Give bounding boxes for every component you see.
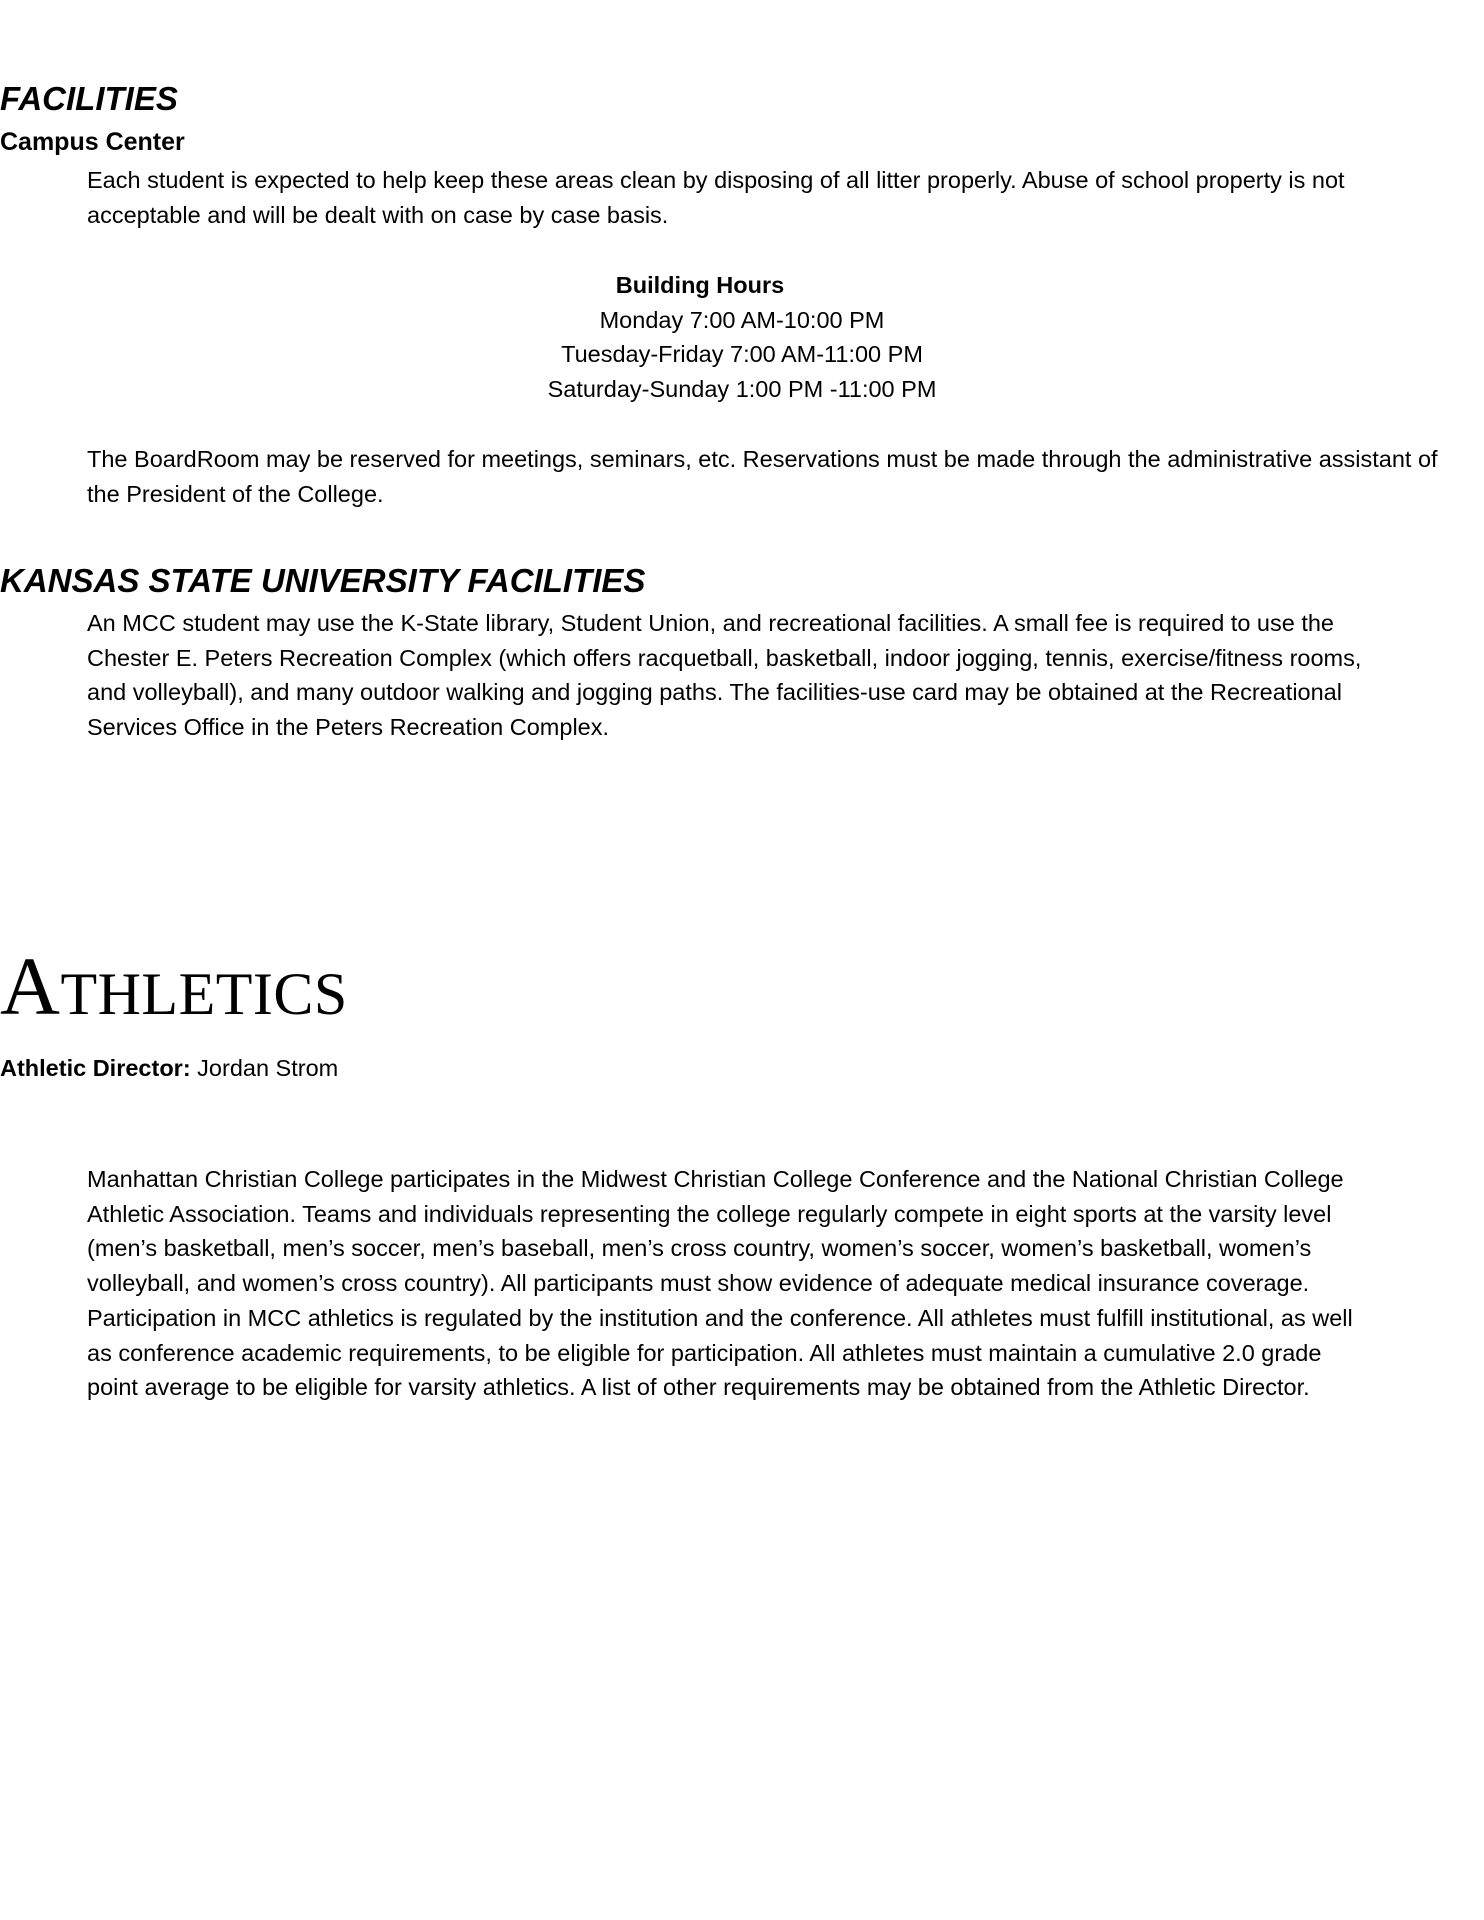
building-hours-title: Building Hours xyxy=(615,272,785,298)
boardroom-paragraph xyxy=(87,442,1484,511)
hours-row-saturday-sunday: Saturday-Sunday 1:00 PM -11:00 PM xyxy=(547,375,937,402)
paragraph-line: Each student is expected to help keep these areas clean by disposing of all litter properly. Abuse of school property is not xyxy=(87,167,1345,193)
paragraph-line: Chester E. Peters Recreation Complex (which offers racquetball, basketball, indoor jogging, tennis, exercise/fitness rooms, xyxy=(87,644,1362,671)
paragraph-line: as conference academic requirements, to be eligible for participation. All athletes must maintain a cumulative 2.0 grade xyxy=(87,1339,1322,1366)
campus-center-paragraph xyxy=(87,163,1484,232)
athletics-heading-initial: A xyxy=(0,940,61,1032)
ksu-facilities-paragraph xyxy=(87,606,1484,745)
paragraph-line: volleyball, and women’s cross country). All participants must show evidence of adequate medical insurance coverage. xyxy=(87,1270,1310,1297)
paragraph-line: Athletic Association. Teams and individuals representing the college regularly compete in eight sports at the varsity level xyxy=(87,1200,1332,1227)
facilities-heading: FACILITIES xyxy=(0,80,178,117)
ksu-facilities-heading: KANSAS STATE UNIVERSITY FACILITIES xyxy=(0,562,646,599)
hours-row-monday: Monday 7:00 AM-10:00 PM xyxy=(599,306,885,333)
athletics-heading-rest: THLETICS xyxy=(60,961,348,1027)
paragraph-line: Services Office in the Peters Recreation Complex. xyxy=(87,714,610,741)
paragraph-line: (men’s basketball, men’s soccer, men’s baseball, men’s cross country, women’s soccer, women’s basketball, women’s xyxy=(87,1235,1312,1262)
athletics-paragraph xyxy=(87,1162,1484,1405)
paragraph-line: the President of the College. xyxy=(87,480,384,507)
campus-center-subheading: Campus Center xyxy=(0,128,185,156)
paragraph-line: Manhattan Christian College participates in the Midwest Christian College Conference and the National Christian College xyxy=(87,1166,1344,1192)
athletic-director-line xyxy=(0,1053,338,1083)
building-hours xyxy=(0,268,1484,406)
athletics-heading xyxy=(0,940,348,1034)
paragraph-line: point average to be eligible for varsity athletics. A list of other requirements may be obtained from the Athletic Director. xyxy=(87,1374,1310,1401)
paragraph-line: An MCC student may use the K-State library, Student Union, and recreational facilities. A small fee is required to use the xyxy=(87,610,1335,636)
athletic-director-name: Jordan Strom xyxy=(190,1055,339,1081)
athletic-director-label: Athletic Director: xyxy=(0,1055,191,1081)
hours-row-tuesday-friday: Tuesday-Friday 7:00 AM-11:00 PM xyxy=(561,341,923,367)
paragraph-line: Participation in MCC athletics is regulated by the institution and the conference. All athletes must fulfill institutional, as well xyxy=(87,1304,1353,1331)
paragraph-line: The BoardRoom may be reserved for meetings, seminars, etc. Reservations must be made through the administrative assistant of xyxy=(87,446,1438,472)
paragraph-line: acceptable and will be dealt with on case by case basis. xyxy=(87,201,669,228)
paragraph-line: and volleyball), and many outdoor walking and jogging paths. The facilities-use card may be obtained at the Recreational xyxy=(87,679,1342,706)
